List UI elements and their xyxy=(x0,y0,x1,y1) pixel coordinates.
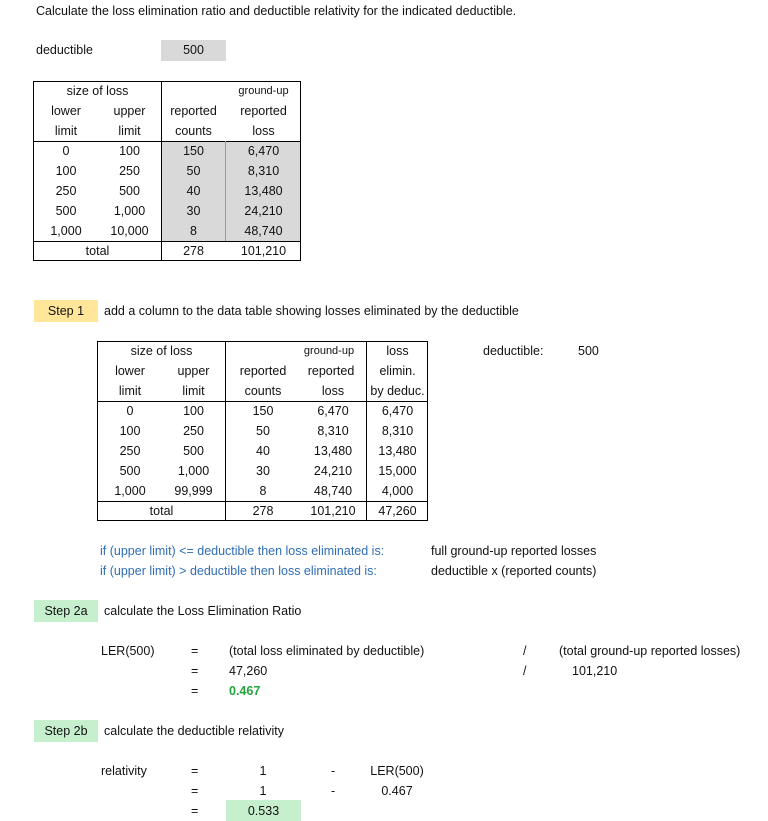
t1-r2-lower: 250 xyxy=(55,184,77,198)
t2-r3-elim: 15,000 xyxy=(378,464,417,478)
t1-r4-lower: 1,000 xyxy=(50,224,82,238)
step1-label: Step 1 xyxy=(47,304,85,318)
t2-r2-counts: 40 xyxy=(256,444,270,458)
ler-slash-2: / xyxy=(523,664,527,678)
t2-r1-lower: 100 xyxy=(119,424,141,438)
t1-r1-lower: 100 xyxy=(55,164,77,178)
step2a-badge xyxy=(34,600,98,622)
t1-header-counts: counts xyxy=(175,124,212,138)
ler-numerator-value: 47,260 xyxy=(229,664,268,678)
rel-minus-2: - xyxy=(331,784,336,798)
deductible-input[interactable] xyxy=(161,40,226,61)
rel-equals-3: = xyxy=(191,804,199,818)
t2-r1-counts: 50 xyxy=(256,424,270,438)
t2-header-upper: upper xyxy=(177,364,210,378)
rel-one-1: 1 xyxy=(259,764,267,778)
t2-header-loss: loss xyxy=(321,384,345,398)
t2-header-elimin: elimin. xyxy=(379,364,416,378)
t2-total-elim: 47,260 xyxy=(378,504,417,518)
t1-r3-counts: 30 xyxy=(186,204,201,218)
step2a-label: Step 2a xyxy=(44,604,88,618)
ler-numerator-label: (total loss eliminated by deductible) xyxy=(229,644,425,658)
t1-r3-loss: 24,210 xyxy=(244,204,283,218)
t2-header-reported: reported xyxy=(239,364,287,378)
t2-r3-upper: 1,000 xyxy=(177,464,210,478)
relativity-label: relativity xyxy=(101,764,147,778)
ler-denominator-value: 101,210 xyxy=(572,664,618,678)
t1-r2-counts: 40 xyxy=(186,184,201,198)
t2-r3-lower: 500 xyxy=(119,464,141,478)
ler-slash-1: / xyxy=(523,644,527,658)
t1-r1-loss: 8,310 xyxy=(247,164,280,178)
table2-total-line xyxy=(97,501,428,502)
t1-r4-counts: 8 xyxy=(190,224,197,238)
rel-ler-value: 0.467 xyxy=(381,784,413,798)
t1-header-limit-2: limit xyxy=(118,124,141,138)
t2-r2-loss: 13,480 xyxy=(313,444,353,458)
t2-r0-lower: 0 xyxy=(126,404,134,418)
t2-header-loss-top: loss xyxy=(386,344,409,358)
t2-header-lower: lower xyxy=(115,364,145,378)
t2-header-size-of-loss: size of loss xyxy=(130,344,193,358)
ler-denominator-label: (total ground-up reported losses) xyxy=(559,644,741,658)
t2-r0-loss: 6,470 xyxy=(317,404,349,418)
t1-header-reported-2: reported xyxy=(240,104,287,118)
t1-r0-loss: 6,470 xyxy=(247,144,280,158)
t1-r1-counts: 50 xyxy=(186,164,201,178)
rule-line-1-condition: if (upper limit) <= deductible then loss eliminated is: xyxy=(100,544,385,558)
relativity-result: 0.533 xyxy=(247,804,280,818)
t2-r4-upper: 99,999 xyxy=(174,484,213,498)
ler-equals-3: = xyxy=(191,684,199,698)
t2-r4-loss: 48,740 xyxy=(313,484,353,498)
t2-header-reported-2: reported xyxy=(307,364,355,378)
t2-r0-upper: 100 xyxy=(183,404,204,418)
t2-header-limit-1: limit xyxy=(118,384,142,398)
step1-text: add a column to the data table showing losses eliminated by the deductible xyxy=(104,304,519,318)
t1-r2-loss: 13,480 xyxy=(244,184,283,198)
t1-header-size-of-loss: size of loss xyxy=(66,84,129,98)
t2-r1-loss: 8,310 xyxy=(317,424,349,438)
t1-header-loss: loss xyxy=(252,124,275,138)
ler-label: LER(500) xyxy=(101,644,155,658)
t2-header-limit-2: limit xyxy=(182,384,205,398)
step2b-label: Step 2b xyxy=(44,724,88,738)
page-title: Calculate the loss elimination ratio and deductible relativity for the indicated deductible. xyxy=(36,4,517,18)
t2-r4-lower: 1,000 xyxy=(114,484,146,498)
step2a-text: calculate the Loss Elimination Ratio xyxy=(104,604,302,618)
t2-header-by-deduc: by deduc. xyxy=(370,384,425,398)
t2-r4-counts: 8 xyxy=(259,484,267,498)
ler-equals-2: = xyxy=(191,664,199,678)
rel-equals-1: = xyxy=(191,764,199,778)
table1-header-line xyxy=(33,141,301,142)
rel-minus-1: - xyxy=(331,764,336,778)
rel-ler-label: LER(500) xyxy=(370,764,424,778)
table2-header-line xyxy=(97,401,428,402)
t1-total-loss: 101,210 xyxy=(240,244,287,258)
t2-total-loss: 101,210 xyxy=(310,504,356,518)
relativity-result-cell xyxy=(226,800,301,821)
rule-line-2-result: deductible x (reported counts) xyxy=(431,564,597,578)
t1-total-label: total xyxy=(85,244,110,258)
t1-header-ground-up: ground-up xyxy=(238,85,289,97)
t2-total-counts: 278 xyxy=(252,504,274,518)
t2-header-counts: counts xyxy=(244,384,282,398)
step2b-badge xyxy=(34,720,98,742)
t1-header-upper: upper xyxy=(113,104,146,118)
rule-line-2-condition: if (upper limit) > deductible then loss eliminated is: xyxy=(100,564,377,578)
step1-deductible-label: deductible: xyxy=(483,344,544,358)
t2-r1-upper: 250 xyxy=(183,424,204,438)
t1-r3-upper: 1,000 xyxy=(113,204,146,218)
t2-header-ground-up: ground-up xyxy=(303,345,355,357)
t2-r1-elim: 8,310 xyxy=(381,424,414,438)
t1-r0-counts: 150 xyxy=(183,144,204,158)
t1-total-counts: 278 xyxy=(183,244,204,258)
t1-r0-upper: 100 xyxy=(119,144,140,158)
table1-total-line xyxy=(33,241,301,242)
t1-r4-upper: 10,000 xyxy=(110,224,149,238)
t2-r2-elim: 13,480 xyxy=(378,444,417,458)
t1-r0-lower: 0 xyxy=(62,144,70,158)
step2b-text: calculate the deductible relativity xyxy=(104,724,284,738)
t1-header-lower: lower xyxy=(51,104,81,118)
ler-result: 0.467 xyxy=(229,684,261,698)
t2-r4-elim: 4,000 xyxy=(381,484,414,498)
deductible-value: 500 xyxy=(183,43,204,57)
t2-r3-counts: 30 xyxy=(256,464,270,478)
t2-r2-upper: 500 xyxy=(183,444,204,458)
rel-equals-2: = xyxy=(191,784,199,798)
t2-r3-loss: 24,210 xyxy=(313,464,353,478)
deductible-label: deductible xyxy=(36,43,93,57)
t2-r0-elim: 6,470 xyxy=(381,404,414,418)
step1-deductible-value: 500 xyxy=(578,344,599,358)
t2-r2-lower: 250 xyxy=(119,444,141,458)
rule-line-1-result: full ground-up reported losses xyxy=(431,544,597,558)
t1-header-limit-1: limit xyxy=(54,124,78,138)
t1-r4-loss: 48,740 xyxy=(244,224,283,238)
t1-r2-upper: 500 xyxy=(119,184,140,198)
t2-total-label: total xyxy=(149,504,174,518)
t2-r0-counts: 150 xyxy=(252,404,274,418)
rel-one-2: 1 xyxy=(259,784,267,798)
step1-badge xyxy=(34,300,98,322)
t1-r3-lower: 500 xyxy=(55,204,77,218)
ler-equals-1: = xyxy=(191,644,199,658)
t1-r1-upper: 250 xyxy=(119,164,140,178)
t1-header-reported: reported xyxy=(170,104,217,118)
